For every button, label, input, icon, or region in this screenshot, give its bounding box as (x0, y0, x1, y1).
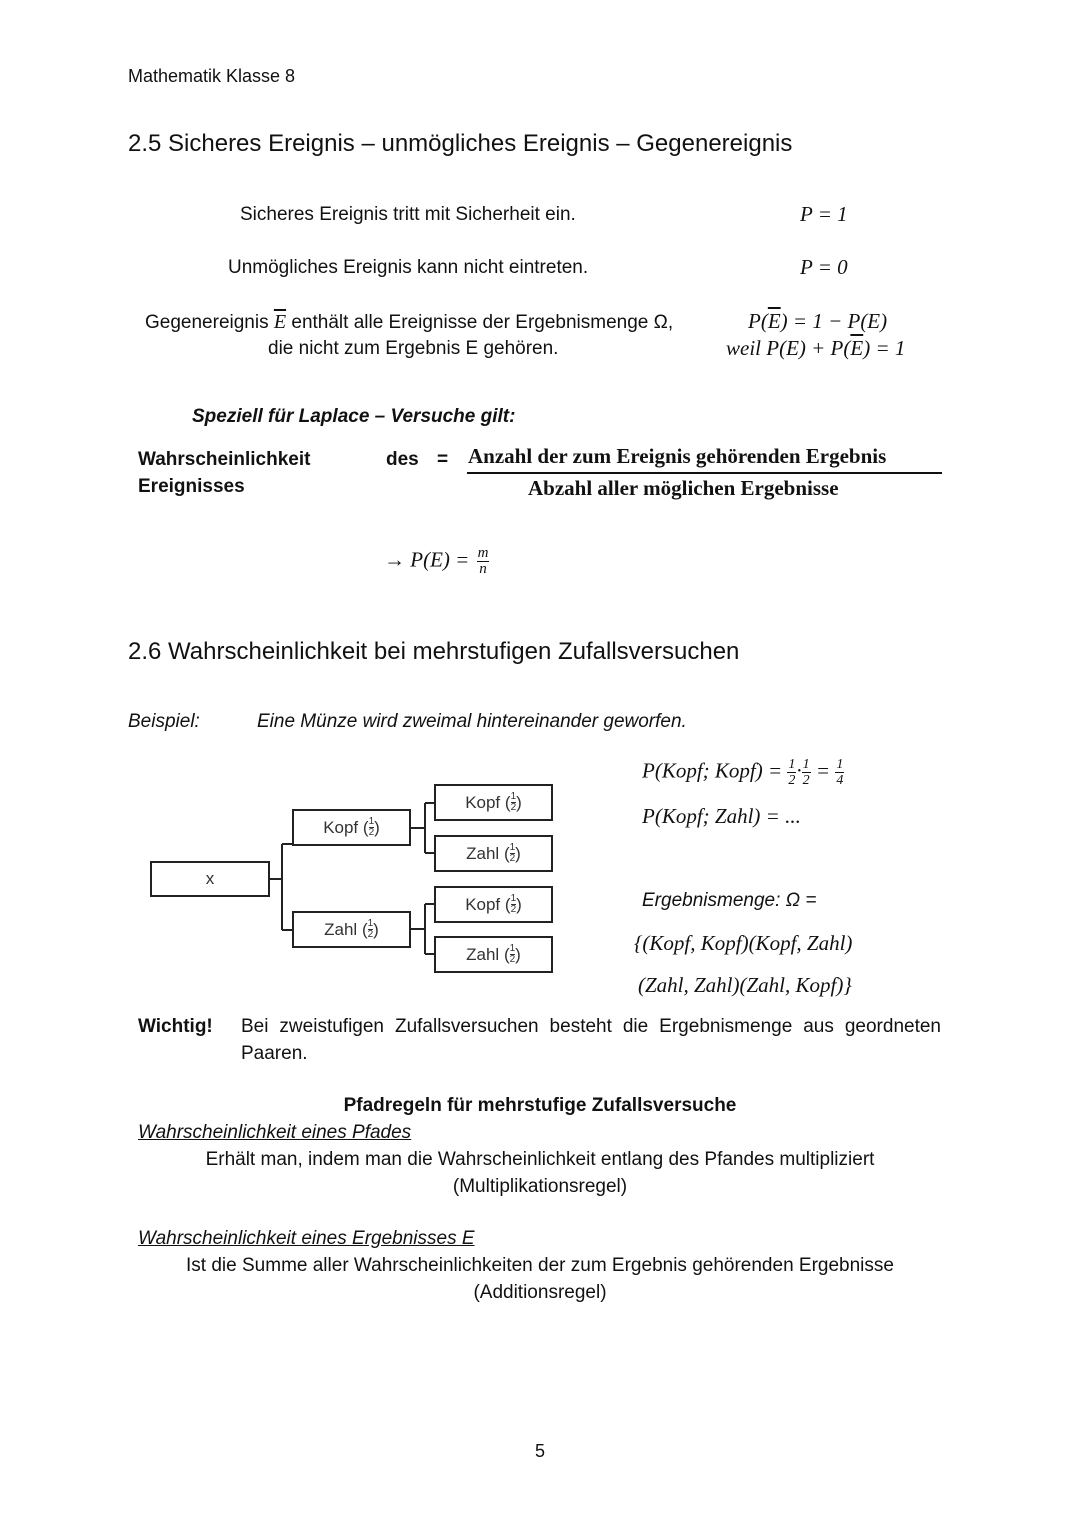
kk-f1-num: 1 (788, 757, 796, 772)
ergebnismenge-label: Ergebnismenge: Ω = (642, 890, 817, 911)
laplace-heading: Speziell für Laplace – Versuche gilt: (192, 406, 516, 427)
gegen-text-a: Gegenereignis (145, 312, 269, 333)
wichtig-text-2: Paaren. (241, 1043, 308, 1064)
tree-level2-label: Zahl (466, 944, 500, 964)
tree-level1-label: Zahl (324, 919, 358, 939)
pfad-sub1: Wahrscheinlichkeit eines Pfades (138, 1122, 412, 1143)
tree-level2-label: Zahl (466, 843, 500, 863)
tree-level1-prob (369, 817, 375, 838)
prob-num: 1 (368, 816, 375, 827)
prob-den: 2 (510, 802, 517, 813)
laplace-left-1: Wahrscheinlichkeit (138, 449, 311, 470)
beispiel-text: Eine Münze wird zweimal hintereinander geworfen. (257, 711, 687, 732)
gegen-formula-1a: P( (748, 309, 768, 333)
tree-level2-prob (511, 792, 517, 813)
prob-num: 1 (509, 842, 516, 853)
tree-level2-node-4: Zahl ( $\frac{1}{2}$ ) (434, 936, 553, 973)
kk-f1-den: 2 (788, 773, 796, 788)
unmoeglich-text: Unmögliches Ereignis kann nicht eintreten. (228, 257, 589, 278)
beispiel-label: Beispiel: (128, 711, 200, 732)
kk-formula-lhs: P(Kopf; Kopf) = (642, 758, 783, 783)
laplace-denominator: Abzahl aller möglichen Ergebnisse (528, 476, 839, 500)
kk-frac-result (835, 757, 844, 788)
prob-den: 2 (367, 929, 374, 940)
ergebnismenge-line2: (Zahl, Zahl)(Zahl, Kopf)} (638, 973, 852, 997)
kk-res-den: 4 (836, 773, 844, 788)
pfad-text2-line2: (Additionsregel) (473, 1282, 607, 1303)
prob-num: 1 (367, 918, 374, 929)
tree-level1-prob (368, 919, 374, 940)
prob-den: 2 (509, 853, 516, 864)
section-25-title: 2.5 Sicheres Ereignis – unmögliches Ereignis – Gegenereignis (128, 130, 793, 157)
laplace-formula-n: n (479, 561, 487, 577)
ergebnismenge-line1: {(Kopf, Kopf)(Kopf, Zahl) (634, 931, 853, 955)
gegen-formula-1-symbol: $\overline{E}$ (767, 309, 781, 333)
gegen-formula-2a: weil P(E) + P( (726, 336, 851, 360)
pfad-heading: Pfadregeln für mehrstufige Zufallsversuche (343, 1095, 737, 1116)
tree-level2-label: Kopf (465, 894, 501, 914)
gegen-text-line2: die nicht zum Ergebnis E gehören. (268, 338, 559, 359)
tree-level2-prob (511, 894, 517, 915)
kz-formula: P(Kopf; Zahl) = ... (642, 804, 801, 828)
laplace-formula-prefix: → P(E) = (384, 547, 470, 572)
laplace-formula-m: m (477, 545, 489, 561)
tree-level2-node-3: Kopf ( $\frac{1}{2}$ ) (434, 886, 553, 923)
tree-root-node (150, 861, 270, 897)
tree-level2-label: Kopf (465, 792, 501, 812)
page-number: 5 (534, 1441, 545, 1461)
laplace-des: des (386, 449, 419, 470)
wichtig-text-1: Bei zweistufigen Zufallsversuchen besteht die Ergebnismenge aus geordneten (241, 1016, 941, 1037)
section-26-title: 2.6 Wahrscheinlichkeit bei mehrstufigen Zufallsversuchen (128, 638, 740, 665)
pfad-text2-line1: Ist die Summe aller Wahrscheinlichkeiten der zum Ergebnis gehörenden Ergebnisse (186, 1255, 894, 1276)
kk-formula (642, 757, 844, 788)
prob-den: 2 (510, 904, 517, 915)
prob-num: 1 (510, 893, 517, 904)
wichtig-label: Wichtig! (138, 1016, 213, 1037)
pfad-sub2: Wahrscheinlichkeit eines Ergebnisses E (138, 1228, 475, 1249)
laplace-numerator: Anzahl der zum Ereignis gehörenden Ergebnis (468, 444, 887, 468)
tree-level2-node-2: Zahl ( $\frac{1}{2}$ ) (434, 835, 553, 872)
sicher-text: Sicheres Ereignis tritt mit Sicherheit ein. (240, 204, 576, 225)
pfad-text1-line2: (Multiplikationsregel) (452, 1176, 628, 1197)
tree-level1-label: Kopf (323, 817, 359, 837)
tree-level2-prob (510, 944, 516, 965)
prob-den: 2 (509, 954, 516, 965)
laplace-equals: = (437, 449, 449, 470)
tree-level2-node-1: Kopf ( $\frac{1}{2}$ ) (434, 784, 553, 821)
prob-num: 1 (510, 791, 517, 802)
unmoeglich-formula: P = 0 (800, 255, 848, 279)
kk-frac-2 (802, 757, 811, 788)
tree-level2-prob (510, 843, 516, 864)
gegen-formula-1b: ) = 1 − P(E) (780, 309, 888, 333)
tree-root-label: x (205, 869, 215, 888)
page-header-subject: Mathematik Klasse 8 (128, 66, 296, 86)
gegen-text-b: enthält alle Ereignisse der Ergebnismenge Ω, (291, 312, 674, 333)
tree-level1-node-zahl: Zahl ( $\frac{1}{2}$ ) (292, 911, 411, 948)
sicher-formula: P = 1 (800, 202, 848, 226)
gegen-formula-2b: ) = 1 (863, 336, 906, 360)
gegen-formula-2-symbol: $\overline{E}$ (850, 336, 864, 360)
kk-eq: = (815, 758, 831, 783)
gegen-symbol: $\overline{E}$ (273, 311, 287, 333)
laplace-left-2: Ereignisses (138, 476, 245, 497)
prob-num: 1 (509, 943, 516, 954)
tree-level1-node-kopf: Kopf ( $\frac{1}{2}$ ) (292, 809, 411, 846)
prob-den: 2 (368, 827, 375, 838)
kk-dot: · (796, 758, 802, 783)
pfad-text1-line1: Erhält man, indem man die Wahrscheinlichkeit entlang des Pfandes multipliziert (205, 1149, 875, 1170)
kk-f2-num: 1 (802, 757, 810, 772)
kk-f2-den: 2 (802, 773, 810, 788)
kk-res-num: 1 (836, 757, 844, 772)
